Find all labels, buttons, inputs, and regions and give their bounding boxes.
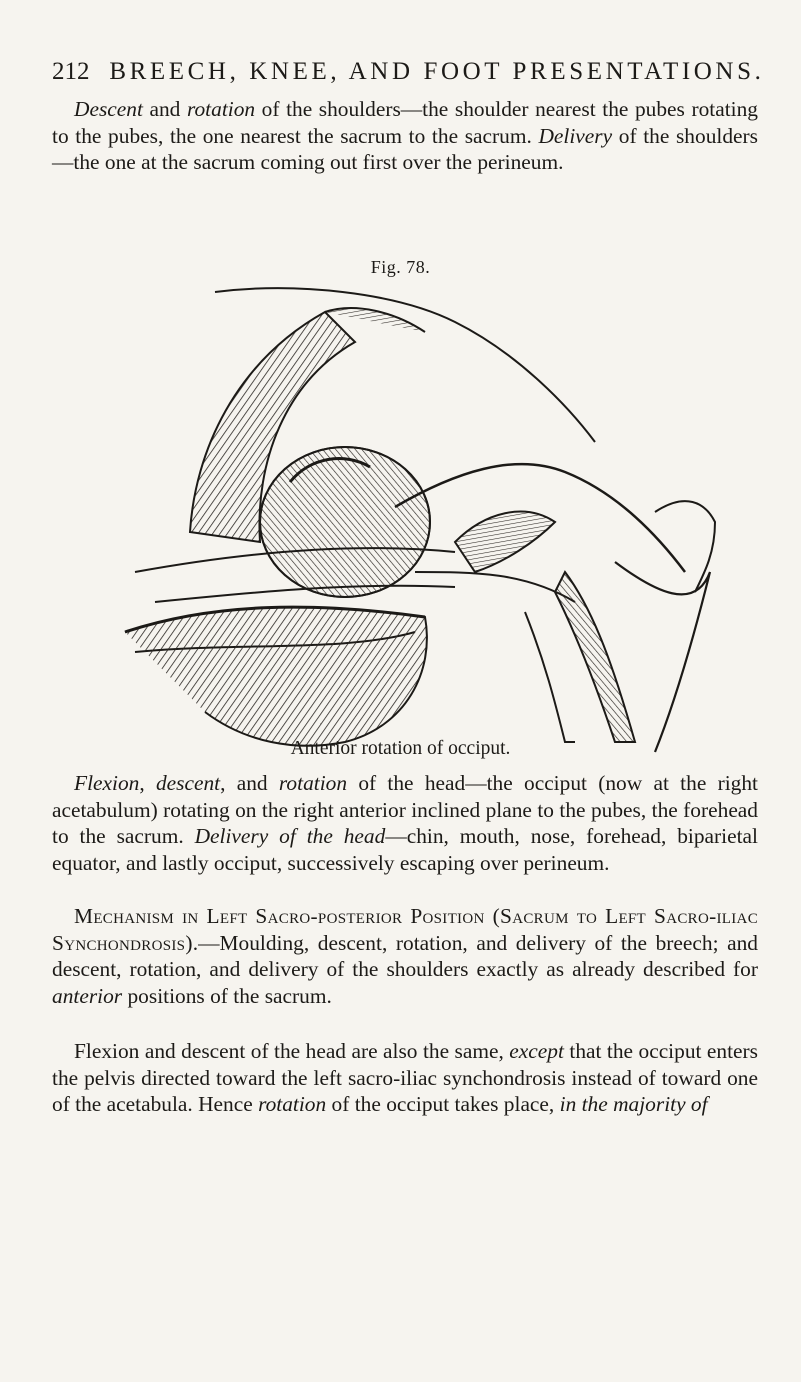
term-delivery-of-head: Delivery of the head bbox=[194, 824, 386, 848]
text-run: of the occiput takes place, bbox=[326, 1092, 560, 1116]
text-run: positions of the sacrum. bbox=[122, 983, 332, 1008]
text-run: —chin, mouth, nose, forehead, biparietal equator, and lastly occiput, successively escaping over perineum. bbox=[52, 824, 758, 875]
pubic-bone bbox=[455, 512, 555, 572]
perineum-curve bbox=[125, 607, 427, 746]
term-descent: descent bbox=[155, 771, 221, 795]
term-majority: in the majority of bbox=[559, 1092, 708, 1116]
section-heading: Mechanism in Left Sacro-posterior Position (Sacrum to Left Sacro-iliac Synchondrosis) bbox=[52, 904, 758, 955]
paragraph-flexion bbox=[52, 1038, 758, 1118]
text-run: , bbox=[139, 771, 156, 795]
anatomical-illustration bbox=[95, 272, 745, 762]
text-run: .—Moulding, descent, rotation, and delivery of the breech; and descent, rotation, and delivery of the shoulders exactly as already described for bbox=[52, 930, 758, 981]
text-run: and bbox=[142, 97, 187, 121]
text-run: , and bbox=[220, 771, 279, 795]
figure-caption: Anterior rotation of occiput. bbox=[290, 738, 511, 759]
term-anterior: anterior bbox=[52, 983, 123, 1008]
text-run: of the shoulders—the one at the sacrum coming out first over the perineum. bbox=[52, 123, 758, 174]
running-title: BREECH, KNEE, AND FOOT PRESENTATIONS. bbox=[109, 58, 765, 85]
term-descent: Descent bbox=[74, 97, 143, 121]
text-run: of the head—the occiput (now at the right acetabulum) rotating on the right anterior inclined plane to the pubes, the forehead to the sacrum. bbox=[52, 771, 758, 848]
text-run: of the shoulders—the shoulder nearest the pubes rotating to the pubes, the one nearest the sacrum to the sacrum. bbox=[52, 97, 758, 148]
term-rotation: rotation bbox=[186, 97, 256, 121]
term-rotation: rotation bbox=[258, 1092, 327, 1116]
running-header bbox=[52, 58, 765, 86]
text-run: Flexion and descent of the head are also the same, bbox=[74, 1039, 510, 1063]
term-rotation: rotation bbox=[278, 771, 348, 795]
text-run: that the occiput enters the pelvis directed toward the left sacro-iliac synchondrosis instead of toward one of the acetabula. Hence bbox=[52, 1039, 758, 1116]
figure-label: Fig. 78. bbox=[370, 257, 431, 277]
paragraph-head bbox=[52, 770, 758, 876]
page-number: 212 bbox=[52, 58, 90, 85]
fetal-legs bbox=[555, 572, 635, 742]
paragraph-mechanism bbox=[52, 903, 758, 1009]
term-delivery: Delivery bbox=[538, 123, 613, 148]
paragraph-shoulders bbox=[52, 96, 758, 176]
term-except: except bbox=[509, 1039, 564, 1063]
term-flexion: Flexion bbox=[74, 771, 140, 795]
